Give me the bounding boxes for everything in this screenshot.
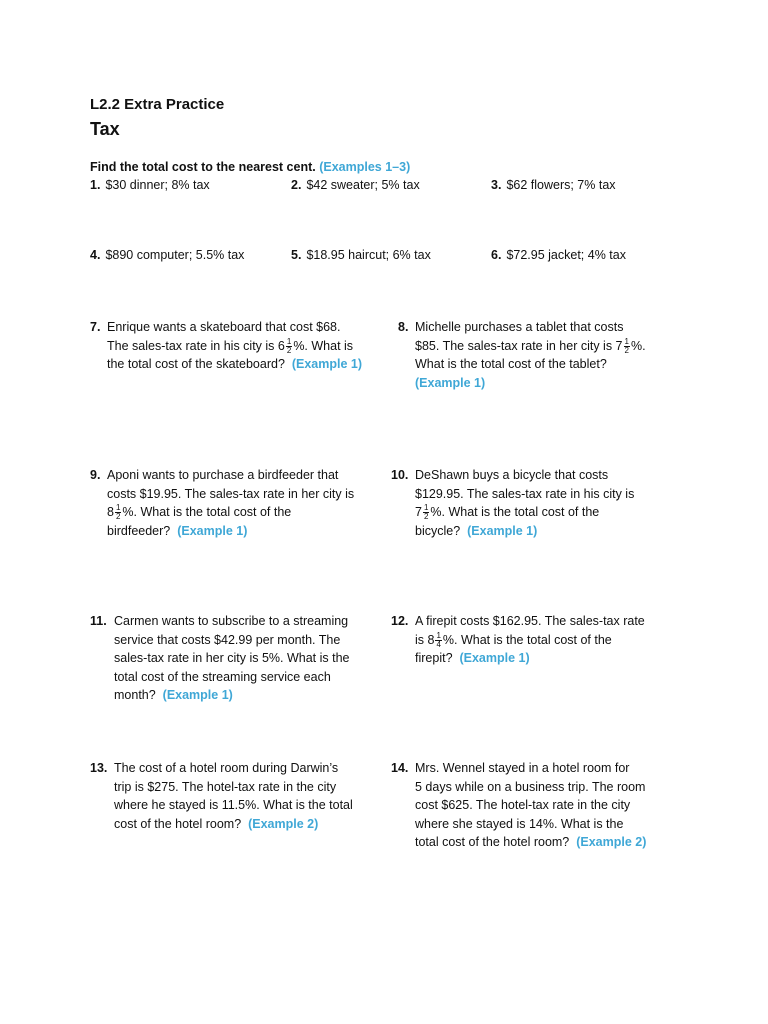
problem-line: month? (Example 1) — [114, 688, 233, 702]
problem-text: $72.95 jacket; 4% tax — [506, 248, 626, 262]
problem-line: Enrique wants a skateboard that cost $68. — [107, 320, 341, 334]
example-reference: (Example 1) — [177, 523, 248, 538]
problem-line: Michelle purchases a tablet that costs — [415, 320, 624, 334]
problem-text: $42 sweater; 5% tax — [306, 178, 420, 192]
fraction: $\frac{1}{2}$ — [423, 503, 429, 522]
problem-line: 5 days while on a business trip. The room — [415, 779, 646, 794]
problem-3 — [491, 178, 616, 192]
problem-line: costs $19.95. The sales-tax rate in her city is — [107, 486, 355, 501]
problem-2 — [291, 178, 420, 192]
example-reference: (Example 1) — [291, 357, 363, 371]
instructions — [90, 160, 410, 174]
problem-line: trip is $275. The hotel-tax rate in the city — [114, 779, 337, 794]
problem-number: 4. — [90, 248, 101, 262]
problem-5 — [291, 248, 431, 262]
example-reference: (Example 2) — [248, 816, 319, 831]
problem-line: cost of the hotel room? (Example 2) — [114, 816, 319, 831]
fraction: $\frac{1}{4}$ — [436, 630, 441, 649]
fraction: $\frac{1}{2}$ — [624, 336, 629, 355]
problem-line: where she stayed is 14%. What is the — [415, 816, 624, 831]
example-reference: (Example 2) — [576, 835, 647, 849]
problem-number: 13. — [90, 761, 108, 775]
problem-4 — [90, 248, 244, 262]
problem-line: is 8 $\frac{1}{4}$ %. What is the total cost of the — [415, 630, 612, 649]
problem-text: $890 computer; 5.5% tax — [105, 248, 245, 262]
problem-line: total cost of the streaming service each — [114, 669, 331, 684]
problem-line: firepit? (Example 1) — [415, 651, 530, 665]
problem-number: 10. — [391, 468, 409, 482]
problem-number: 2. — [291, 178, 302, 192]
problem-line: sales-tax rate in her city is 5%. What is the — [114, 651, 350, 665]
problem-line: where he stayed is 11.5%. What is the total — [114, 798, 353, 812]
problem-number: 8. — [398, 320, 409, 334]
instructions-text: Find the total cost to the nearest cent. — [90, 160, 316, 174]
problem-line: cost $625. The hotel-tax rate in the city — [415, 798, 631, 812]
problem-line: Carmen wants to subscribe to a streaming — [114, 614, 349, 628]
problem-line: A firepit costs $162.95. The sales-tax rate — [415, 614, 645, 628]
problem-number: 7. — [90, 320, 101, 334]
problem-number: 12. — [391, 614, 409, 628]
example-reference: (Example 1) — [415, 375, 486, 390]
problem-line: Aponi wants to purchase a birdfeeder that — [107, 468, 339, 482]
problem-line: 7 $\frac{1}{2}$ %. What is the total cost of the — [415, 503, 600, 522]
problem-number: 14. — [391, 761, 409, 775]
problem-line: What is the total cost of the tablet? — [415, 357, 607, 371]
problem-line: $85. The sales-tax rate in her city is 7 $\frac{1}{2}$ %. — [415, 336, 646, 355]
problem-text: $62 flowers; 7% tax — [506, 178, 616, 192]
lesson-label: L2.2 Extra Practice — [90, 96, 225, 113]
problem-line: birdfeeder? (Example 1) — [107, 523, 248, 538]
problem-6 — [491, 248, 626, 262]
problem-line: Mrs. Wennel stayed in a hotel room for — [415, 761, 630, 775]
problem-line: bicycle? (Example 1) — [415, 523, 538, 538]
problem-line: The cost of a hotel room during Darwin’s — [114, 761, 339, 775]
problem-number: 9. — [90, 468, 101, 482]
problem-line: total cost of the hotel room? (Example 2) — [415, 835, 647, 849]
problem-line: the total cost of the skateboard? (Example 1) — [107, 357, 363, 371]
problem-number: 5. — [291, 248, 302, 262]
problem-line: service that costs $42.99 per month. The — [114, 632, 341, 647]
problem-text: $30 dinner; 8% tax — [105, 178, 210, 192]
problem-line: $129.95. The sales-tax rate in his city is — [415, 486, 635, 501]
example-reference: (Examples 1–3) — [319, 160, 411, 174]
fraction: $\frac{1}{2}$ — [115, 503, 121, 522]
problem-text: $18.95 haircut; 6% tax — [306, 248, 431, 262]
problem-1 — [90, 178, 210, 192]
problem-line: The sales-tax rate in his city is 6 $\frac{1}{2}$ %. What is — [107, 336, 354, 355]
problem-number: 11. — [90, 614, 107, 628]
example-reference: (Example 1) — [459, 651, 530, 665]
example-reference: (Example 1) — [162, 688, 233, 702]
problem-number: 1. — [90, 178, 101, 192]
problem-line: DeShawn buys a bicycle that costs — [415, 468, 609, 482]
problem-line: 8 $\frac{1}{2}$ %. What is the total cost of the — [107, 503, 292, 522]
fraction: $\frac{1}{2}$ — [286, 336, 292, 355]
page-title: Tax — [90, 119, 120, 139]
problem-number: 6. — [491, 248, 502, 262]
problem-number: 3. — [491, 178, 502, 192]
example-reference: (Example 1) — [467, 523, 538, 538]
